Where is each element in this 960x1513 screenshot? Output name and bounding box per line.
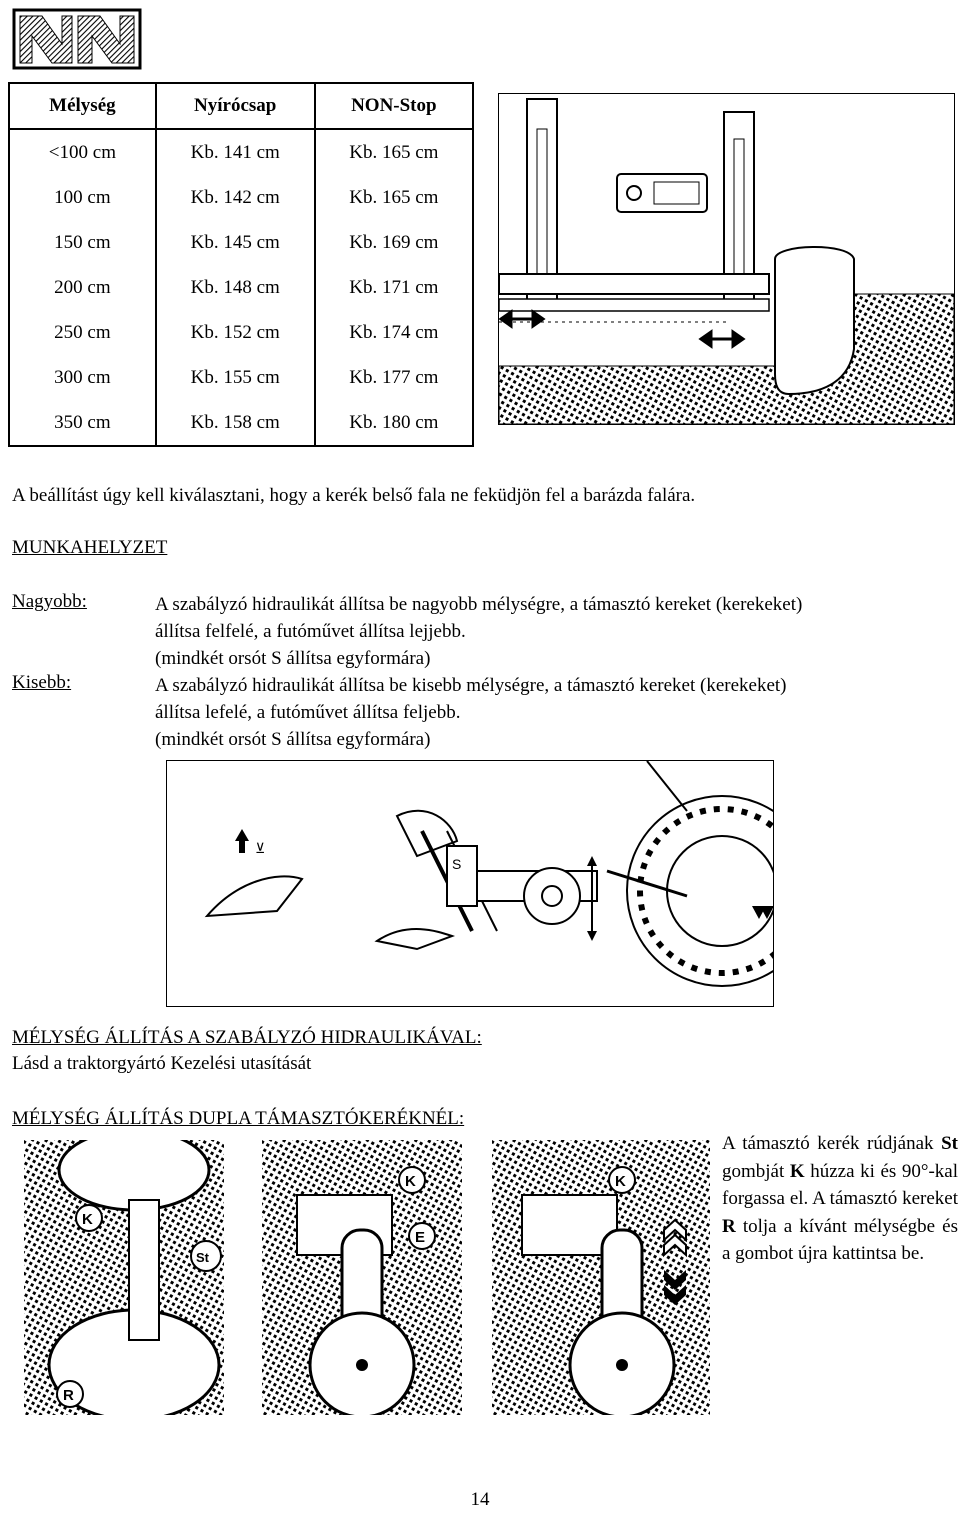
instruction-part: tolja a kívánt mélységbe és a gombot újra kattintsa be. <box>722 1215 958 1264</box>
table-cell: Kb. 142 cm <box>156 175 315 220</box>
table-cell: Kb. 148 cm <box>156 265 315 310</box>
label-shallower: Kisebb: <box>12 672 72 693</box>
col-header-depth: Mélység <box>9 83 156 129</box>
table-row <box>9 400 473 446</box>
table-cell: 350 cm <box>9 400 156 446</box>
table-cell: 200 cm <box>9 265 156 310</box>
knob-k-label: K <box>615 1173 626 1190</box>
instruction-part: húzza ki és 90°-kal forgassa el. A támasztó kereket <box>722 1160 958 1209</box>
table-cell: 250 cm <box>9 310 156 355</box>
table-cell: 100 cm <box>9 175 156 220</box>
shallower-line-1: A szabályzó hidraulikát állítsa be kisebb mélységre, a támasztó kereket (kerekeket) <box>155 675 787 696</box>
shallower-line-3: (mindkét orsót S állítsa egyformára) <box>155 729 431 750</box>
marker-e-label: E <box>415 1229 426 1246</box>
table-cell: Kb. 174 cm <box>315 310 473 355</box>
hydraulic-instructions: Lásd a traktorgyártó Kezelési utasítását <box>12 1053 312 1074</box>
table-row <box>9 310 473 355</box>
adjustment-note: A beállítást úgy kell kiválasztani, hogy a kerék belső fala ne feküdjön fel a barázda falára. <box>12 485 696 506</box>
wheel-r-label: R <box>63 1387 74 1404</box>
table-cell: 300 cm <box>9 355 156 400</box>
table-row <box>9 220 473 265</box>
table-row <box>9 265 473 310</box>
table-cell: Kb. 165 cm <box>315 175 473 220</box>
spindle-s-label: S <box>452 856 462 872</box>
shallower-line-2: állítsa lefelé, a futóművet állítsa feljebb. <box>155 702 461 723</box>
shallow-arrow-icon: ⊻ <box>255 841 266 857</box>
instruction-part: gombját <box>722 1160 790 1182</box>
support-wheel-photo-3 <box>492 1140 710 1415</box>
table-cell: Kb. 177 cm <box>315 355 473 400</box>
table-cell: Kb. 141 cm <box>156 129 315 175</box>
knob-k-label: K <box>405 1173 416 1190</box>
knob-k-ref: K <box>789 1160 805 1182</box>
table-cell: Kb. 152 cm <box>156 310 315 355</box>
plough-tractor-figure <box>166 760 774 1007</box>
table-cell: Kb. 180 cm <box>315 400 473 446</box>
deeper-line-1: A szabályzó hidraulikát állítsa be nagyobb mélységre, a támasztó kereket (kerekeket) <box>155 594 803 615</box>
deeper-line-2: állítsa felfelé, a futóművet állítsa lejjebb. <box>155 621 466 642</box>
manufacturer-logo <box>12 8 142 70</box>
knob-k-label: K <box>82 1211 93 1228</box>
table-cell: 150 cm <box>9 220 156 265</box>
depth-table <box>8 82 474 447</box>
furrow-wheel-figure <box>498 93 955 425</box>
support-wheel-photo-2 <box>262 1140 462 1415</box>
table-cell: Kb. 145 cm <box>156 220 315 265</box>
instruction-part: A támasztó kerék rúdjának <box>722 1133 942 1154</box>
double-wheel-instructions <box>722 1130 958 1268</box>
heading-double-support-wheel: MÉLYSÉG ÁLLÍTÁS DUPLA TÁMASZTÓKERÉKNÉL: <box>12 1108 465 1129</box>
table-cell: Kb. 165 cm <box>315 129 473 175</box>
table-cell: Kb. 171 cm <box>315 265 473 310</box>
table-row <box>9 175 473 220</box>
deeper-line-3: (mindkét orsót S állítsa egyformára) <box>155 648 431 669</box>
table-header-row <box>9 83 473 129</box>
table-row <box>9 129 473 175</box>
section-title-working-position: MUNKAHELYZET <box>12 537 168 558</box>
table-cell: Kb. 158 cm <box>156 400 315 446</box>
table-cell: Kb. 169 cm <box>315 220 473 265</box>
table-cell: Kb. 155 cm <box>156 355 315 400</box>
col-header-non-stop: NON-Stop <box>315 83 473 129</box>
rod-st-ref: St <box>941 1133 958 1154</box>
support-wheel-photo-1 <box>24 1140 224 1415</box>
wheel-r-ref: R <box>722 1215 736 1237</box>
rod-st-label: St <box>196 1250 209 1265</box>
table-cell: <100 cm <box>9 129 156 175</box>
page-number: 14 <box>470 1489 490 1510</box>
heading-hydraulic-depth: MÉLYSÉG ÁLLÍTÁS A SZABÁLYZÓ HIDRAULIKÁVAL: <box>12 1027 482 1048</box>
label-deeper: Nagyobb: <box>12 591 87 612</box>
table-row <box>9 355 473 400</box>
col-header-shear-pin: Nyírócsap <box>156 83 315 129</box>
